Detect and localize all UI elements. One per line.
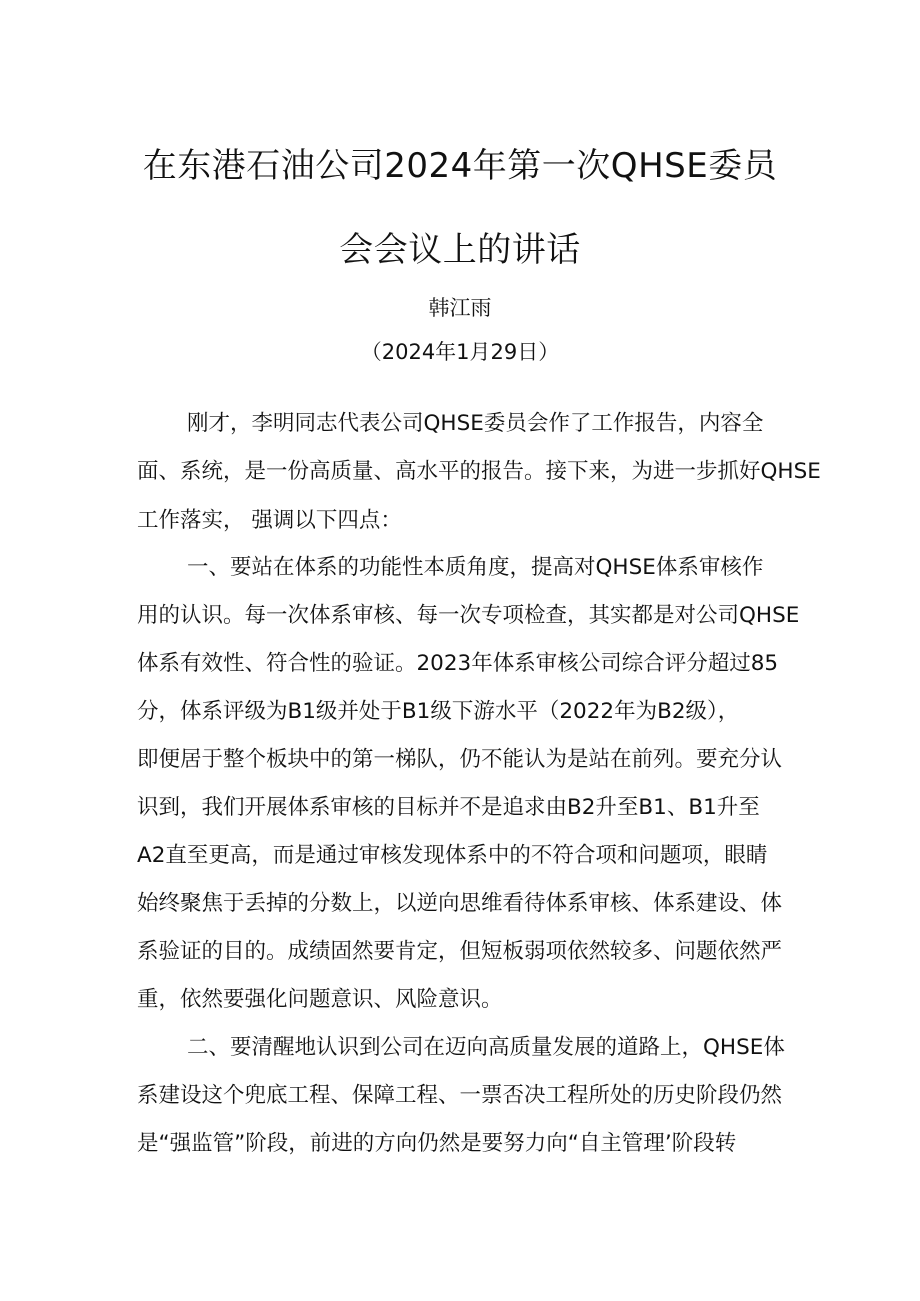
body-line: 一、要站在体系的功能性本质角度，提高对QHSE体系审核作	[187, 555, 764, 580]
body-line: 体系有效性、符合性的验证。2023年体系审核公司综合评分超过85	[137, 651, 779, 676]
body-line: 面、系统，是一份高质量、高水平的报告。接下来，为进一步抓好QHSE	[137, 459, 821, 484]
author: 韩江雨	[428, 296, 492, 320]
body-line: 工作落实， 强调以下四点：	[137, 508, 402, 533]
body-line: 是“强监管”阶段，前进的方向仍然是要努力向“自主管理’阶段转	[137, 1131, 737, 1156]
body-line: 重，依然要强化问题意识、风险意识。	[137, 987, 503, 1012]
title-line-2: 会会议上的讲话	[339, 230, 581, 270]
body-line: 始终聚焦于丢掉的分数上，以逆向思维看待体系审核、体系建设、体	[137, 891, 783, 916]
body-line: 系验证的目的。成绩固然要肯定，但短板弱项依然较多、问题依然严	[137, 939, 783, 964]
body-line: 系建设这个兜底工程、保障工程、一票否决工程所处的历史阶段仍然	[137, 1083, 783, 1108]
body-line: 用的认识。每一次体系审核、每一次专项检查，其实都是对公司QHSE	[137, 603, 800, 628]
body-line: A2直至更高，而是通过审核发现体系中的不符合项和问题项，眼睛	[137, 843, 768, 868]
body-line: 刚才，李明同志代表公司QHSE委员会作了工作报告，内容全	[187, 411, 764, 436]
body-line: 即便居于整个板块中的第一梯队，仍不能认为是站在前列。要充分认	[137, 747, 783, 772]
speech-date: （2024年1月29日）	[360, 340, 560, 364]
title-line-1: 在东港石油公司2024年第一次QHSE委员	[142, 146, 778, 186]
body-line: 识到，我们开展体系审核的目标并不是追求由B2升至B1、B1升至	[137, 795, 760, 820]
body-line: 分，体系评级为B1级并处于B1级下游水平（2022年为B2级），	[137, 699, 740, 724]
body-line: 二、要清醒地认识到公司在迈向高质量发展的道路上，QHSE体	[187, 1035, 785, 1060]
